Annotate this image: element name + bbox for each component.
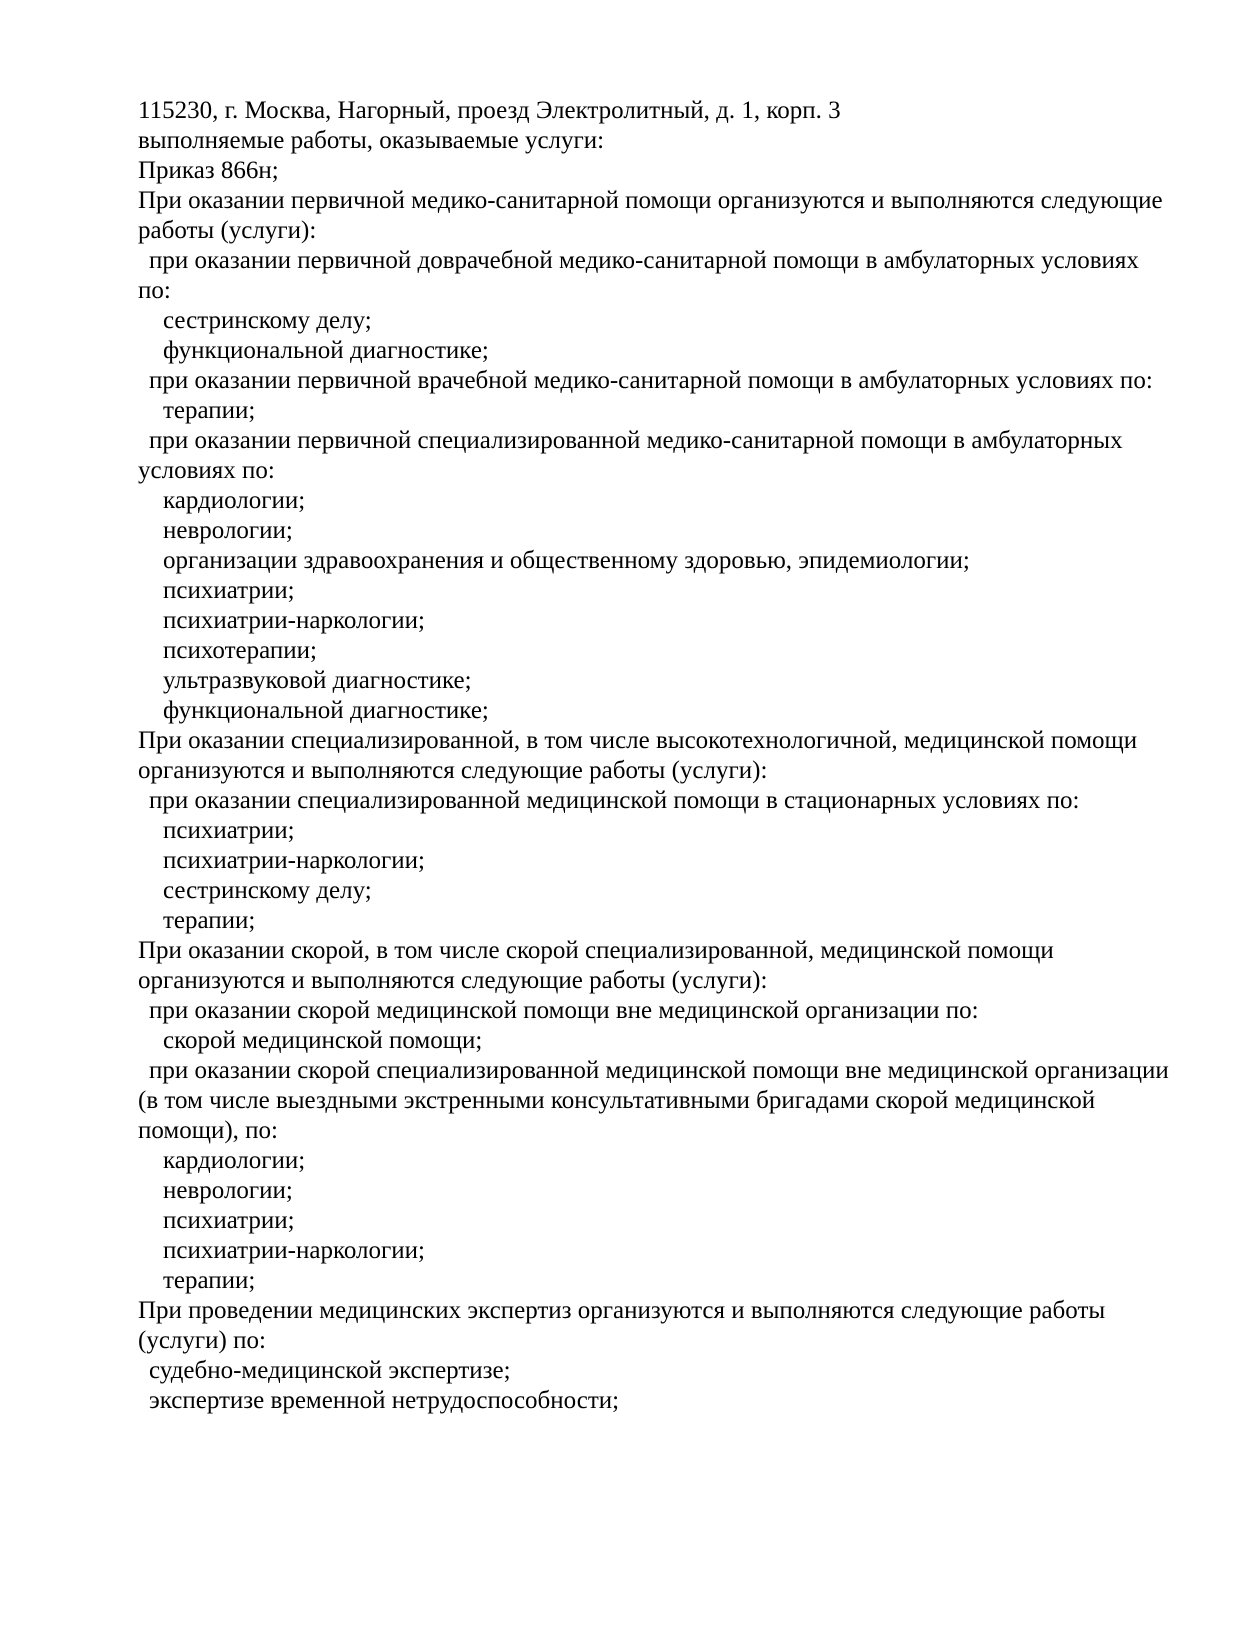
text-line: терапии; (163, 907, 256, 934)
text-line: при оказании скорой медицинской помощи вне медицинской организации по: (149, 997, 979, 1024)
text-line: по: (138, 277, 171, 304)
text-line: при оказании скорой специализированной медицинской помощи вне медицинской организации (149, 1057, 1169, 1084)
text-line: судебно-медицинской экспертизе; (149, 1357, 511, 1384)
text-line: психиатрии-наркологии; (163, 847, 425, 874)
text-line: при оказании первичной доврачебной медико-санитарной помощи в амбулаторных условиях (149, 247, 1139, 274)
text-line: при оказании первичной врачебной медико-санитарной помощи в амбулаторных условиях по: (149, 367, 1153, 394)
text-line: скорой медицинской помощи; (163, 1027, 483, 1054)
text-line: при оказании специализированной медицинской помощи в стационарных условиях по: (149, 787, 1080, 814)
text-line: психиатрии-наркологии; (163, 607, 425, 634)
text-line: функциональной диагностике; (163, 697, 489, 724)
text-line: При оказании скорой, в том числе скорой специализированной, медицинской помощи (138, 937, 1054, 964)
text-line: неврологии; (163, 517, 293, 544)
text-line: функциональной диагностике; (163, 337, 489, 364)
text-line: терапии; (163, 1267, 256, 1294)
text-line: помощи), по: (138, 1117, 279, 1144)
text-line: При проведении медицинских экспертиз организуются и выполняются следующие работы (138, 1297, 1106, 1324)
text-line: условиях по: (138, 457, 275, 484)
text-line: организуются и выполняются следующие работы (услуги): (138, 967, 768, 994)
text-line: (услуги) по: (138, 1327, 266, 1354)
text-line: кардиологии; (163, 487, 306, 514)
text-line: выполняемые работы, оказываемые услуги: (138, 127, 605, 154)
text-line: При оказании специализированной, в том числе высокотехнологичной, медицинской помощи (138, 727, 1138, 754)
text-line: психотерапии; (163, 637, 317, 664)
text-line: ультразвуковой диагностике; (163, 667, 472, 694)
license-services-text-block (138, 96, 1169, 1416)
text-line: при оказании первичной специализированной медико-санитарной помощи в амбулаторных (149, 427, 1123, 454)
text-line: психиатрии-наркологии; (163, 1237, 425, 1264)
text-line: 115230, г. Москва, Нагорный, проезд Электролитный, д. 1, корп. 3 (138, 97, 841, 124)
text-line: (в том числе выездными экстренными консультативными бригадами скорой медицинской (138, 1087, 1096, 1114)
text-line: Приказ 866н; (138, 157, 279, 184)
text-line: сестринскому делу; (163, 307, 372, 334)
text-line: неврологии; (163, 1177, 293, 1204)
text-line: психиатрии; (163, 577, 295, 604)
text-line: организации здравоохранения и общественному здоровью, эпидемиологии; (163, 547, 970, 574)
text-line: При оказании первичной медико-санитарной помощи организуются и выполняются следующие (138, 187, 1163, 214)
text-line: сестринскому делу; (163, 877, 372, 904)
text-line: психиатрии; (163, 1207, 295, 1234)
text-line: экспертизе временной нетрудоспособности; (149, 1387, 620, 1414)
text-line: терапии; (163, 397, 256, 424)
text-line: психиатрии; (163, 817, 295, 844)
text-line: кардиологии; (163, 1147, 306, 1174)
text-line: организуются и выполняются следующие работы (услуги): (138, 757, 768, 784)
text-line: работы (услуги): (138, 217, 317, 244)
